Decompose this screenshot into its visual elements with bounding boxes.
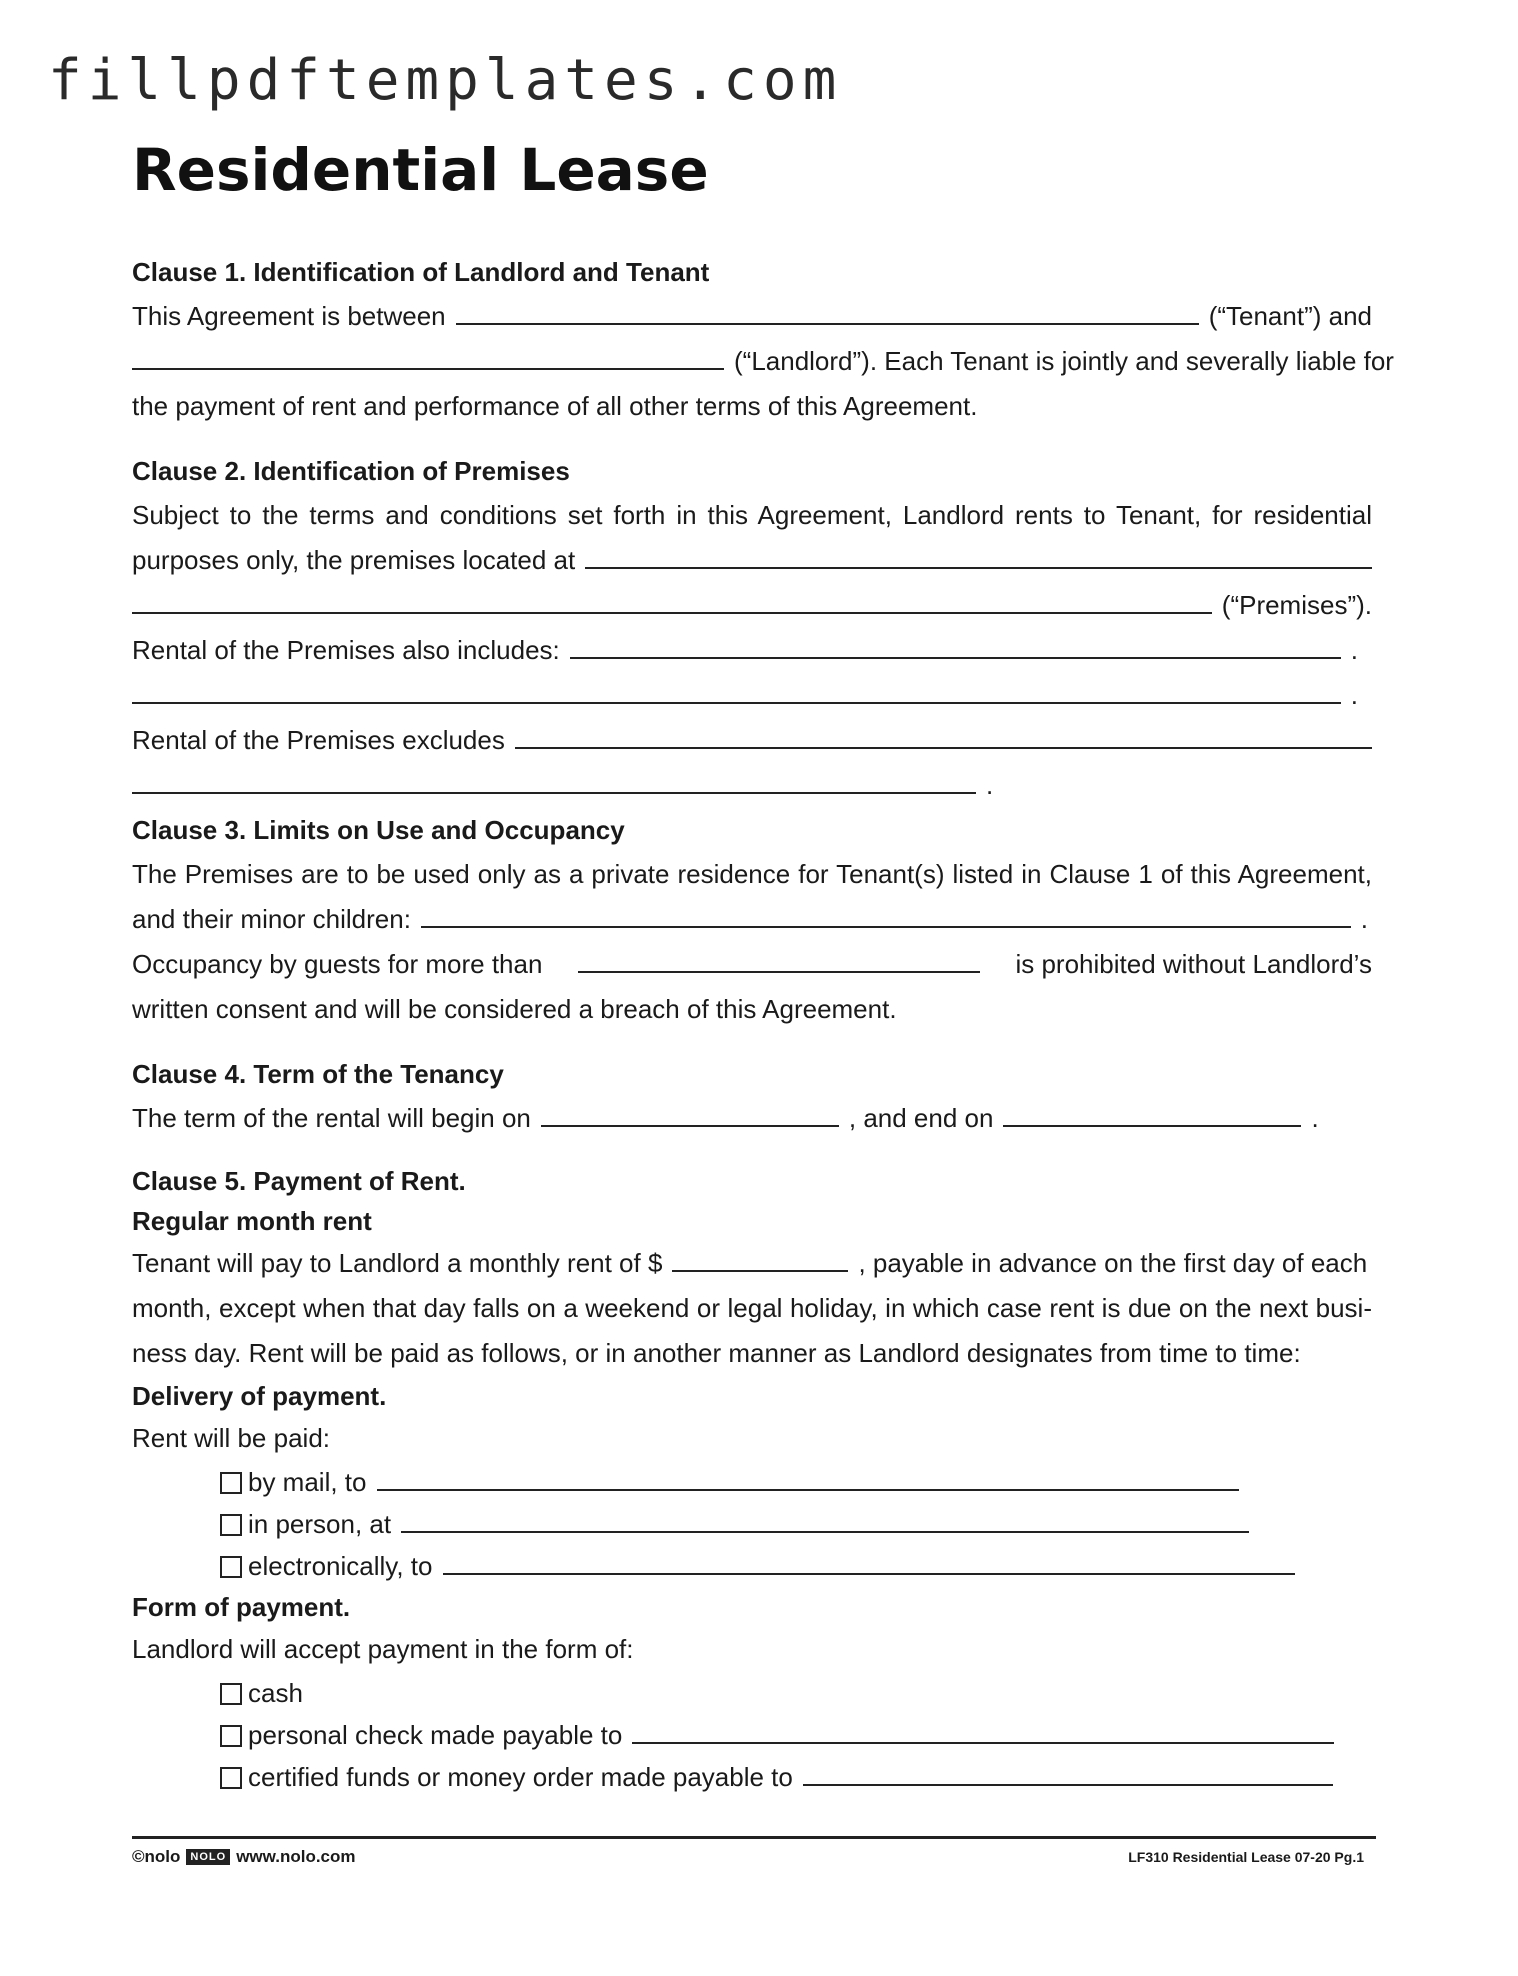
delivery-option-mail: [132, 1461, 1372, 1503]
text: .: [1311, 1103, 1319, 1133]
form-id: LF310 Residential Lease 07-20 Pg.1: [1128, 1849, 1364, 1865]
lease-body: [132, 250, 1394, 1798]
clause-5-line-3: [132, 1331, 1372, 1376]
text: Rental of the Premises also includes:: [132, 635, 560, 665]
mail-checkbox[interactable]: [220, 1472, 242, 1494]
footer-left: [132, 1847, 356, 1867]
clause-3-line-3: [132, 942, 1372, 987]
text: (“Landlord”). Each Tenant is jointly and severally liable for: [734, 346, 1394, 376]
clause-3-line-2: [132, 897, 1372, 942]
clause-1-line-1: [132, 294, 1372, 339]
guest-days-field[interactable]: [578, 945, 980, 973]
text: Tenant will pay to Landlord a monthly rent of $: [132, 1248, 663, 1278]
in-person-address-field[interactable]: [401, 1505, 1249, 1533]
clause-2-line-3: [132, 583, 1372, 628]
text: Landlord will accept payment in the form of:: [132, 1634, 634, 1664]
tenant-name-field[interactable]: [456, 297, 1199, 325]
electronic-account-field[interactable]: [443, 1547, 1295, 1575]
text: Rental of the Premises excludes: [132, 725, 505, 755]
text: written consent and will be considered a breach of this Agreement.: [132, 994, 897, 1024]
text: the payment of rent and performance of all other terms of this Agreement.: [132, 391, 978, 421]
option-label: by mail, to: [248, 1467, 367, 1497]
option-label: certified funds or money order made payable to: [248, 1762, 793, 1792]
rent-paid-label: [132, 1416, 1372, 1461]
excludes-field[interactable]: [515, 721, 1372, 749]
option-label: electronically, to: [248, 1551, 433, 1581]
clause-2-line-5: [132, 673, 1372, 718]
text: (“Tenant”) and: [1208, 301, 1372, 331]
text: is prohibited without Landlord’s: [1015, 949, 1372, 979]
nolo-logo: NOLO: [186, 1849, 230, 1865]
text: This Agreement is between: [132, 301, 446, 331]
text: .: [1360, 904, 1368, 934]
clause-2-line-2: [132, 538, 1372, 583]
in-person-checkbox[interactable]: [220, 1514, 242, 1536]
start-date-field[interactable]: [541, 1099, 839, 1127]
page-footer: [132, 1836, 1376, 1866]
page-title: Residential Lease: [132, 136, 709, 204]
form-option-check: [132, 1714, 1372, 1756]
clause-3-line-4: [132, 987, 1372, 1032]
cash-checkbox[interactable]: [220, 1683, 242, 1705]
clause-4-heading: Clause 4. Term of the Tenancy: [132, 1059, 504, 1089]
form-label: [132, 1627, 1372, 1672]
watermark: fillpdftemplates.com: [48, 48, 843, 113]
premises-address-field-2[interactable]: [132, 586, 1212, 614]
clause-5-heading: Clause 5. Payment of Rent.: [132, 1166, 466, 1196]
clause-5-line-1: [132, 1241, 1372, 1286]
option-label: personal check made payable to: [248, 1720, 623, 1750]
text: , payable in advance on the first day of each: [858, 1248, 1368, 1278]
regular-rent-subheading: Regular month rent: [132, 1206, 372, 1236]
delivery-subheading: Delivery of payment.: [132, 1381, 387, 1411]
excludes-field-2[interactable]: [132, 766, 976, 794]
text: and their minor children:: [132, 904, 411, 934]
check-payee-field[interactable]: [632, 1716, 1334, 1744]
clause-1-heading: Clause 1. Identification of Landlord and Tenant: [132, 257, 710, 287]
text: .: [986, 770, 994, 800]
clause-2-line-7: [132, 763, 1372, 808]
text: , and end on: [848, 1103, 994, 1133]
text: .: [1350, 680, 1358, 710]
clause-5-line-2: month, except when that day falls on a weekend or legal holiday, in which case rent is due on the next busi-: [132, 1293, 1372, 1323]
clause-2-line-4: [132, 628, 1372, 673]
form-subheading: Form of payment.: [132, 1592, 351, 1622]
personal-check-checkbox[interactable]: [220, 1725, 242, 1747]
certified-payee-field[interactable]: [803, 1758, 1333, 1786]
text: purposes only, the premises located at: [132, 545, 576, 575]
text: The term of the rental will begin on: [132, 1103, 531, 1133]
text: .: [1350, 635, 1358, 665]
clause-1-line-2: [132, 339, 1394, 384]
clause-3-heading: Clause 3. Limits on Use and Occupancy: [132, 815, 625, 845]
text: Occupancy by guests for more than: [132, 949, 543, 979]
clause-4-line-1: [132, 1096, 1372, 1141]
landlord-name-field[interactable]: [132, 342, 724, 370]
monthly-rent-field[interactable]: [672, 1244, 848, 1272]
premises-address-field[interactable]: [585, 541, 1372, 569]
end-date-field[interactable]: [1003, 1099, 1301, 1127]
minor-children-field[interactable]: [421, 900, 1351, 928]
website-link[interactable]: www.nolo.com: [236, 1847, 356, 1866]
form-option-certified: [132, 1756, 1372, 1798]
includes-field-2[interactable]: [132, 676, 1341, 704]
delivery-option-electronic: [132, 1545, 1372, 1587]
option-label: cash: [248, 1678, 303, 1708]
clause-2-line-6: [132, 718, 1372, 763]
clause-2-line-1: Subject to the terms and conditions set forth in this Agreement, Landlord rents to Tenant, for residential: [132, 500, 1372, 530]
includes-field[interactable]: [570, 631, 1341, 659]
mail-address-field[interactable]: [377, 1463, 1239, 1491]
form-option-cash: [132, 1672, 1372, 1714]
text: ness day. Rent will be paid as follows, or in another manner as Landlord designates from time to time:: [132, 1338, 1301, 1368]
copyright-text: ©nolo: [132, 1847, 181, 1866]
electronic-checkbox[interactable]: [220, 1556, 242, 1578]
text: (“Premises”).: [1221, 590, 1372, 620]
certified-funds-checkbox[interactable]: [220, 1767, 242, 1789]
delivery-option-person: [132, 1503, 1372, 1545]
clause-1-line-3: [132, 384, 1372, 429]
option-label: in person, at: [248, 1509, 392, 1539]
clause-3-line-1: The Premises are to be used only as a private residence for Tenant(s) listed in Clause 1 of this Agreement,: [132, 859, 1372, 889]
clause-2-heading: Clause 2. Identification of Premises: [132, 456, 570, 486]
text: Rent will be paid:: [132, 1423, 330, 1453]
